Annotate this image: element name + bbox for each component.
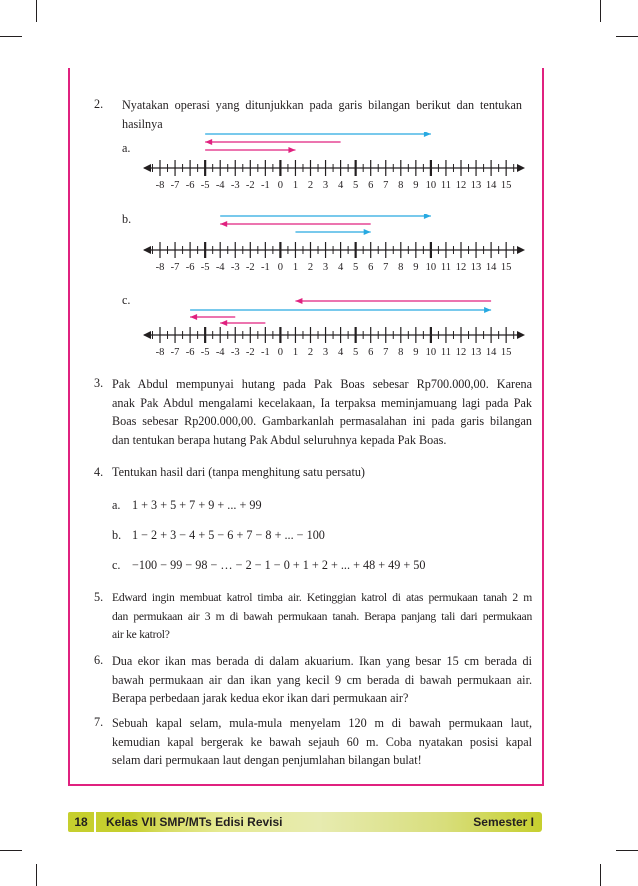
operation-arrow	[295, 298, 491, 304]
tick-label: 6	[368, 262, 374, 273]
tick-label: 5	[353, 347, 359, 358]
tick-label: 14	[485, 347, 497, 358]
operation-arrow	[220, 221, 371, 227]
tick-label: -7	[170, 347, 180, 358]
operation-arrow	[220, 320, 265, 326]
crop-mark	[600, 864, 601, 886]
text-line: Dua ekor ikan mas berada di dalam akuarium. Ikan yang besar 15 cm berada di	[112, 654, 532, 668]
tick-label: -2	[245, 262, 255, 273]
number-line-axis	[143, 242, 525, 273]
tick-label: 11	[440, 262, 452, 273]
tick-label: 12	[455, 262, 467, 273]
number-line-b	[140, 214, 528, 274]
tick-label: 10	[425, 262, 437, 273]
tick-label: 8	[398, 347, 404, 358]
tick-label: -3	[230, 180, 240, 191]
text-line: air ke katrol?	[112, 628, 170, 642]
number-line-axis	[143, 327, 525, 358]
page-footer	[68, 812, 544, 832]
tick-label: -1	[260, 180, 270, 191]
operation-arrow	[205, 147, 295, 153]
tick-label: 3	[322, 347, 329, 358]
operation-arrow	[295, 229, 370, 235]
tick-label: 1	[292, 262, 299, 273]
tick-label: -6	[185, 347, 195, 358]
expression: −100 − 99 − 98 − … − 2 − 1 − 0 + 1 + 2 + ... + 48 + 49 + 50	[132, 558, 426, 572]
expression: 1 − 2 + 3 − 4 + 5 − 6 + 7 − 8 + ... − 100	[132, 528, 325, 542]
crop-mark	[0, 850, 22, 851]
tick-label: 0	[277, 347, 284, 358]
tick-label: 14	[485, 262, 497, 273]
tick-label: 7	[383, 180, 389, 191]
tick-label: 13	[470, 347, 482, 358]
tick-label: 4	[337, 262, 344, 273]
tick-label: -8	[155, 180, 165, 191]
crop-mark	[36, 0, 37, 22]
tick-label: -4	[215, 262, 225, 273]
tick-label: -3	[230, 262, 240, 273]
tick-label: 9	[413, 180, 419, 191]
text-line: dan tentukan berapa hutang Pak Abdul seluruhnya kepada Pak Boas.	[112, 432, 447, 447]
question-number: 5.	[94, 590, 104, 604]
book-title: Kelas VII SMP/MTs Edisi Revisi	[106, 815, 283, 829]
text-line: anak Pak Abdul mengalami kecelakaan, Ia terpaksa meminjamuang lagi pada Pak	[112, 395, 532, 410]
part-label: b.	[122, 212, 132, 226]
crop-mark	[600, 0, 601, 22]
tick-label: 11	[440, 347, 452, 358]
tick-label: -4	[215, 180, 225, 191]
tick-label: 2	[307, 180, 314, 191]
tick-label: 15	[500, 262, 512, 273]
operation-arrow	[190, 314, 235, 320]
tick-label: 8	[398, 262, 404, 273]
tick-label: 7	[383, 262, 389, 273]
text-line: dan permukaan air 3 m di bawah permukaan tanah. Berapa panjang tali dari permukaan	[112, 609, 532, 623]
tick-label: 0	[277, 262, 284, 273]
text-line: Edward ingin membuat katrol timba air. Ketinggian katrol di atas permukaan tanah 2 m	[112, 591, 532, 604]
expression: 1 + 3 + 5 + 7 + 9 + ... + 99	[132, 498, 262, 512]
tick-label: -3	[230, 347, 240, 358]
number-line-axis	[143, 160, 525, 191]
operation-arrow	[190, 307, 491, 313]
crop-mark	[0, 36, 22, 37]
question-text: Tentukan hasil dari (tanpa menghitung satu persatu)	[112, 465, 365, 479]
tick-label: 0	[277, 180, 284, 191]
operation-arrow	[205, 139, 340, 145]
tick-label: 9	[413, 262, 419, 273]
text-line: Berapa perbedaan jarak kedua ekor ikan dari permukaan air?	[112, 691, 409, 706]
crop-mark	[616, 36, 638, 37]
tick-label: 7	[383, 347, 389, 358]
tick-label: -6	[185, 262, 195, 273]
tick-label: 2	[307, 262, 314, 273]
tick-label: 2	[307, 347, 314, 358]
question-number: 7.	[94, 715, 104, 729]
tick-label: 9	[413, 347, 419, 358]
tick-label: -5	[200, 347, 210, 358]
tick-label: -5	[200, 180, 210, 191]
tick-label: 3	[322, 180, 329, 191]
tick-label: -2	[245, 180, 255, 191]
tick-label: 8	[398, 180, 404, 191]
text-line: Boas sebesar Rp200.000,00. Gambarkanlah permasalahan ini pada garis bilangan	[112, 414, 532, 429]
crop-mark	[36, 864, 37, 886]
tick-label: -7	[170, 180, 180, 191]
text-line: Pak Abdul mempunyai hutang pada Pak Boas sebesar Rp700.000,00. Karena	[112, 377, 532, 391]
tick-label: 14	[485, 180, 497, 191]
question-number: 6.	[94, 653, 104, 667]
text-line: selam dari permukaan laut dengan penjumlahan bilangan bulat!	[112, 753, 422, 768]
tick-label: 12	[455, 180, 467, 191]
tick-label: 13	[470, 180, 482, 191]
semester-label: Semester I	[473, 815, 534, 829]
tick-label: -7	[170, 262, 180, 273]
number-line-c	[140, 295, 528, 359]
tick-label: -1	[260, 347, 270, 358]
number-line-a	[140, 132, 528, 192]
question-number: 3.	[94, 376, 104, 390]
part-label: c.	[122, 293, 131, 307]
item-label: a.	[112, 498, 121, 512]
tick-label: 5	[353, 262, 359, 273]
question-number: 2.	[94, 97, 104, 111]
item-label: c.	[112, 558, 121, 572]
tick-label: 15	[500, 347, 512, 358]
tick-label: -4	[215, 347, 225, 358]
tick-label: 4	[337, 180, 344, 191]
crop-mark	[616, 850, 638, 851]
tick-label: 6	[368, 347, 374, 358]
text-line: kemudian kapal bergerak ke bawah sejauh 60 m. Coba nyatakan posisi kapal	[112, 734, 532, 749]
tick-label: -8	[155, 262, 165, 273]
question-number: 4.	[94, 465, 104, 479]
tick-label: 11	[440, 180, 452, 191]
text-line: Sebuah kapal selam, mula-mula menyelam 120 m di bawah permukaan laut,	[112, 716, 532, 730]
tick-label: -5	[200, 262, 210, 273]
tick-label: 1	[292, 347, 299, 358]
tick-label: 10	[425, 180, 437, 191]
item-label: b.	[112, 528, 122, 542]
text-line: bawah permukaan air dan ikan yang kecil 9 cm berada di bawah permukaan air.	[112, 672, 532, 687]
tick-label: 4	[337, 347, 344, 358]
question-text: Nyatakan operasi yang ditunjukkan pada garis bilangan berikut dan tentukan hasilnya	[122, 98, 522, 131]
tick-label: -2	[245, 347, 255, 358]
tick-label: -6	[185, 180, 195, 191]
page-number: 18	[68, 812, 94, 832]
part-label: a.	[122, 141, 131, 155]
tick-label: 10	[425, 347, 437, 358]
tick-label: 15	[500, 180, 512, 191]
operation-arrow	[205, 132, 431, 137]
tick-label: 13	[470, 262, 482, 273]
operation-arrow	[220, 214, 431, 219]
tick-label: 1	[292, 180, 299, 191]
tick-label: 5	[353, 180, 359, 191]
tick-label: 3	[322, 262, 329, 273]
tick-label: -8	[155, 347, 165, 358]
tick-label: -1	[260, 262, 270, 273]
tick-label: 6	[368, 180, 374, 191]
tick-label: 12	[455, 347, 467, 358]
